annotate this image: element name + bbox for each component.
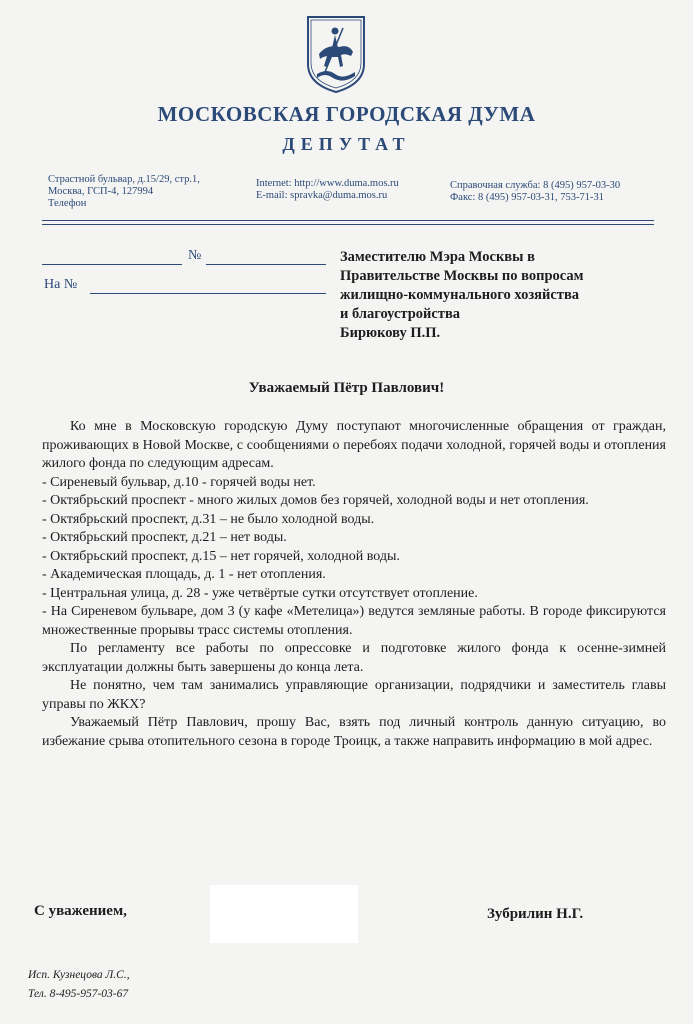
org-role: ДЕПУТАТ <box>282 134 411 154</box>
address-line: Москва, ГСП-4, 127994 <box>48 186 154 197</box>
web-line: Internet: http://www.duma.mos.ru <box>256 178 399 189</box>
header-divider-thin <box>42 224 654 225</box>
redacted-signature <box>210 885 358 943</box>
signer-name: Зубрилин Н.Г. <box>487 906 584 922</box>
letter-body <box>42 418 666 751</box>
address-item: - На Сиреневом бульваре, дом 3 (у кафе «Метелица») ведутся земляные работы. В городе фиксируются множественные прорывы трасс системы отопления. <box>42 604 666 638</box>
ref-number-line <box>206 264 326 265</box>
paragraph-request: Уважаемый Пётр Павлович, прошу Вас, взять под личный контроль данную ситуацию, во избежание срыва отопительного сезона в городе Троицк, а также направить информацию в мой адрес. <box>42 715 666 749</box>
addressee-line: Заместителю Мэра Москвы в <box>340 249 535 265</box>
phone-line: Справочная служба: 8 (495) 957-03-30 <box>450 180 621 191</box>
paragraph-regulation: По регламенту все работы по опрессовке и подготовке жилого фонда к осенне-зимней эксплуатации должны быть завершены до конца лета. <box>42 641 666 675</box>
executor-block <box>28 966 130 1004</box>
ref-reply-label: На № <box>44 277 78 292</box>
phone-line: Факс: 8 (495) 957-03-31, 753-71-31 <box>450 192 604 203</box>
addressee-line: и благоустройства <box>340 306 461 322</box>
contact-web <box>256 178 399 202</box>
address-line: Телефон <box>48 198 87 209</box>
addressee-line: жилищно-коммунального хозяйства <box>340 287 580 303</box>
executor-name: Исп. Кузнецова Л.С., <box>28 969 130 981</box>
moscow-coat-of-arms-icon <box>305 14 367 94</box>
ref-date-line <box>42 264 182 265</box>
paragraph-question: Не понятно, чем там занимались управляющие организации, подрядчики и заместитель главы управы по ЖКХ? <box>42 678 666 712</box>
address-item: - Октябрьский проспект, д.31 – не было холодной воды. <box>42 511 375 527</box>
contact-phones <box>450 180 620 204</box>
addressee-line: Бирюкову П.П. <box>340 325 441 341</box>
paragraph-intro: Ко мне в Московскую городскую Думу поступают многочисленные обращения от граждан, проживающих в Новой Москве, с сообщениями о перебоях подачи холодной, горячей воды и отопления жилого фонда по следующим адресам. <box>42 419 666 471</box>
ref-number-label: № <box>188 248 202 263</box>
org-name: МОСКОВСКАЯ ГОРОДСКАЯ ДУМА <box>157 102 536 126</box>
address-line: Страстной бульвар, д.15/29, стр.1, <box>48 174 200 185</box>
address-item: - Октябрьский проспект, д.21 – нет воды. <box>42 530 287 545</box>
greeting: Уважаемый Пётр Павлович! <box>248 380 445 396</box>
closing-regards: С уважением, <box>34 903 127 919</box>
addressee-block <box>340 248 660 343</box>
contact-address <box>48 174 200 210</box>
address-item: - Октябрьский проспект - много жилых домов без горячей, холодной воды и нет отопления. <box>42 493 589 508</box>
ref-reply-line <box>90 293 326 294</box>
web-line: E-mail: spravka@duma.mos.ru <box>256 190 388 201</box>
executor-phone: Тел. 8-495-957-03-67 <box>28 988 129 1000</box>
address-item: - Академическая площадь, д. 1 - нет отопления. <box>42 567 326 582</box>
header-divider <box>42 220 654 221</box>
address-item: - Октябрьский проспект, д.15 – нет горячей, холодной воды. <box>42 548 400 564</box>
addressee-line: Правительстве Москвы по вопросам <box>340 268 584 284</box>
address-item: - Центральная улица, д. 28 - уже четвёртые сутки отсутствует отопление. <box>42 585 478 601</box>
address-item: - Сиреневый бульвар, д.10 - горячей воды нет. <box>42 474 316 490</box>
